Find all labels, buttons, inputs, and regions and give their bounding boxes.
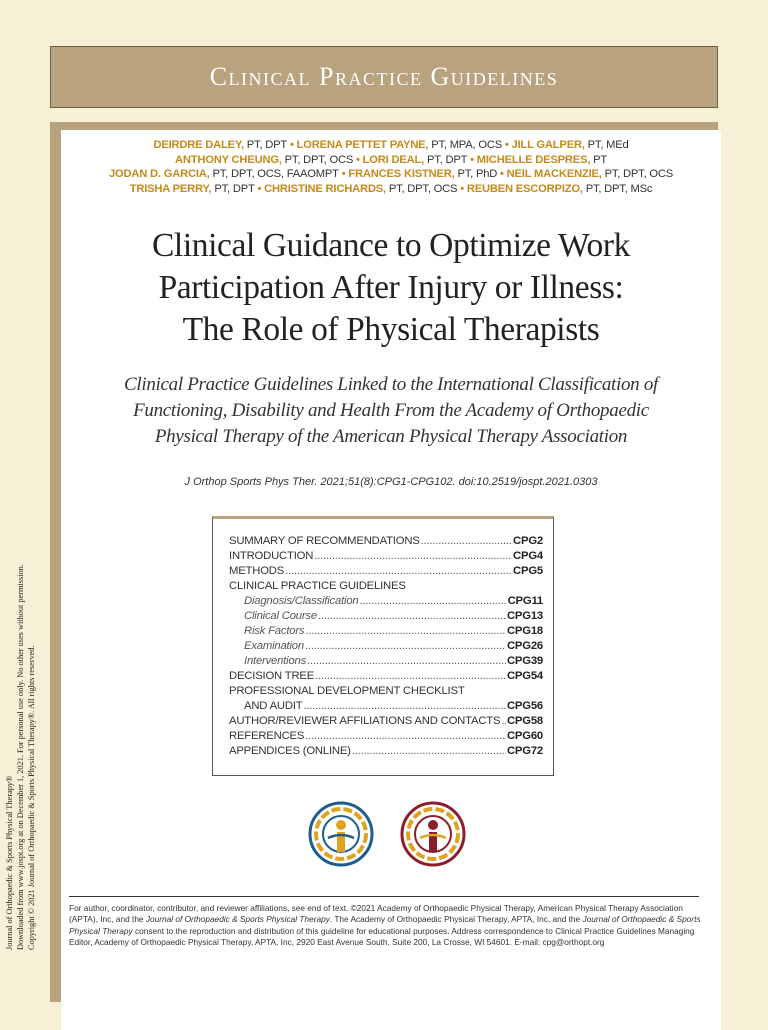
author-separator: • (338, 168, 349, 180)
toc-row (229, 654, 543, 669)
author-separator: • (457, 182, 467, 195)
copyright-sidebar-text (4, 330, 48, 950)
toc-row (229, 534, 543, 549)
footer-segment: . The Academy of Orthopaedic Physical Therapy, APTA, Inc, and the (329, 914, 583, 925)
title-line: Participation After Injury or Illness: (158, 269, 624, 306)
toc-label: APPENDICES (ONLINE) (229, 745, 351, 757)
logos-svg (307, 798, 467, 870)
author-credentials: PT, DPT (243, 139, 288, 151)
article-subtitle (61, 372, 721, 450)
author-separator: • (254, 182, 265, 195)
author-separator: • (287, 139, 297, 151)
author-credentials: PT, PhD (454, 168, 498, 180)
toc-row (229, 669, 543, 684)
toc-page: CPG26 (506, 640, 543, 652)
author-credentials: PT, MEd (584, 139, 629, 151)
toc-row (229, 579, 543, 594)
toc-leader (501, 714, 506, 729)
toc-label: CLINICAL PRACTICE GUIDELINES (229, 580, 406, 592)
footer-segment: consent to the reproduction and distribution of this guideline for educational purposes. Address correspondence to Clinical Practice Guidelines Managing Editor, Academy of Orthopaedic Physical Therapy, APTA, Inc, 2920 East Avenue South, Suite 200, La Crosse, WI 54601. E-mail: cpg@orthopt.org (69, 925, 695, 947)
toc-page: CPG4 (513, 550, 543, 562)
toc-leader (360, 594, 507, 609)
toc-row (229, 699, 543, 714)
author-separator: • (467, 153, 477, 166)
sidebar-line: Journal of Orthopaedic & Sports Physical Therapy® (5, 775, 14, 950)
toc-page: CPG11 (507, 595, 543, 607)
author-name: JODAN D. GARCIA, (108, 168, 210, 180)
author-name: DEIRDRE DALEY, (153, 139, 244, 151)
sidebar-line: Copyright © 2021 Journal of Orthopaedic & Sports Physical Therapy®. All rights reserved. (27, 645, 36, 950)
toc-page: CPG54 (506, 670, 543, 682)
toc-row (229, 624, 543, 639)
subtitle-line: Clinical Practice Guidelines Linked to the International Classification of (123, 374, 658, 395)
subtitle-line: Physical Therapy of the American Physical Therapy Association (154, 426, 628, 447)
toc-page: CPG18 (506, 625, 543, 637)
author-credentials: PT, DPT, OCS, FAAOMPT (209, 168, 339, 180)
footer-divider (69, 896, 699, 897)
title-line: The Role of Physical Therapists (182, 311, 600, 348)
article-card (61, 130, 721, 1030)
toc-page: CPG13 (506, 610, 543, 622)
author-credentials: PT, DPT (424, 153, 468, 166)
toc-leader (315, 669, 506, 684)
author-name: MICHELLE DESPRES, (476, 153, 591, 166)
toc-leader (303, 699, 505, 714)
toc-label: PROFESSIONAL DEVELOPMENT CHECKLIST (229, 685, 465, 697)
author-list (61, 138, 721, 196)
author-separator: • (501, 139, 512, 151)
toc-leader (305, 729, 506, 744)
toc-label: DECISION TREE (229, 670, 315, 682)
author-name: JILL GALPER, (511, 139, 585, 151)
author-credentials: PT, MPA, OCS (428, 139, 502, 151)
toc-page: CPG2 (513, 535, 543, 547)
toc-row (229, 729, 543, 744)
author-credentials: PT, DPT, OCS (281, 153, 354, 166)
toc-leader (305, 639, 506, 654)
author-name: REUBEN ESCORPIZO, (466, 182, 583, 195)
toc-page: CPG5 (513, 565, 543, 577)
citation: J Orthop Sports Phys Ther. 2021;51(8):CPG1-CPG102. doi:10.2519/jospt.2021.0303 (184, 476, 598, 488)
author-line (61, 153, 721, 168)
toc-page: CPG58 (506, 715, 543, 727)
author-name: ANTHONY CHEUNG, (174, 153, 282, 166)
toc-leader (305, 624, 506, 639)
copyright-sidebar (4, 330, 48, 950)
toc-label: AND AUDIT (244, 700, 303, 712)
subtitle-line: Functioning, Disability and Health From the Academy of Orthopaedic (133, 400, 649, 421)
sidebar-line: Downloaded from www.jospt.org at on December 1, 2021. For personal use only. No other uses without permission. (16, 564, 25, 950)
author-name: TRISHA PERRY, (129, 182, 212, 195)
toc-label: AUTHOR/REVIEWER AFFILIATIONS AND CONTACTS (229, 715, 501, 727)
footer-segment: Journal of Orthopaedic & Sports Physical Therapy (145, 914, 330, 925)
author-name: LORENA PETTET PAYNE, (296, 139, 429, 151)
author-credentials: PT, DPT, OCS (385, 182, 458, 195)
toc-page: CPG72 (506, 745, 543, 757)
author-line (61, 182, 721, 197)
toc-label: INTRODUCTION (229, 550, 314, 562)
toc-label: SUMMARY OF RECOMMENDATIONS (229, 535, 420, 547)
footer-segment: Journal of Orthopaedic & Sports Physical Therapy (69, 914, 701, 936)
toc-label: REFERENCES (229, 730, 305, 742)
toc-label: Examination (244, 640, 304, 652)
toc-row (229, 744, 543, 759)
author-line (61, 167, 721, 182)
toc-label: Risk Factors (244, 625, 305, 637)
toc-page: CPG56 (506, 700, 543, 712)
author-separator: • (353, 153, 363, 166)
toc-row (229, 564, 543, 579)
author-name: CHRISTINE RICHARDS, (264, 182, 386, 195)
toc-leader (307, 654, 506, 669)
logo-group (307, 798, 467, 870)
banner-title: Clinical Practice Guidelines (209, 62, 559, 91)
toc-row (229, 684, 543, 699)
footer-text (69, 903, 701, 948)
toc-row (229, 639, 543, 654)
toc-leader (314, 549, 512, 564)
icf-logo-icon (310, 803, 372, 865)
toc-leader (285, 564, 512, 579)
author-credentials: PT, DPT, OCS (601, 168, 674, 180)
toc-row (229, 594, 543, 609)
toc-leader (421, 534, 512, 549)
toc-label: Clinical Course (244, 610, 317, 622)
author-line (61, 138, 721, 153)
toc-label: Interventions (244, 655, 307, 667)
author-credentials: PT, DPT, MSc (582, 182, 653, 195)
header-banner (50, 46, 718, 108)
footer-segment: For author, coordinator, contributor, and reviewer affiliations, see end of text. ©2021 Academy of Orthopaedic Physical Therapy, American Physical Therapy Association (APTA), Inc, and the (69, 903, 683, 925)
author-separator: • (497, 168, 507, 180)
author-name: FRANCES KISTNER, (348, 168, 455, 180)
toc-label: Diagnosis/Classification (244, 595, 359, 607)
toc-page: CPG60 (506, 730, 543, 742)
author-credentials: PT (590, 153, 608, 166)
author-name: LORI DEAL, (362, 153, 425, 166)
toc-label: METHODS (229, 565, 285, 577)
author-credentials: PT, DPT (211, 182, 255, 195)
academy-logo-icon (402, 803, 464, 865)
toc-page: CPG39 (506, 655, 543, 667)
title-line: Clinical Guidance to Optimize Work (151, 227, 631, 264)
table-of-contents (212, 516, 554, 776)
toc-leader (318, 609, 506, 624)
toc-row (229, 714, 543, 729)
toc-row (229, 549, 543, 564)
author-name: NEIL MACKENZIE, (506, 168, 602, 180)
toc-leader (352, 744, 506, 759)
toc-row (229, 609, 543, 624)
article-title (61, 225, 721, 351)
